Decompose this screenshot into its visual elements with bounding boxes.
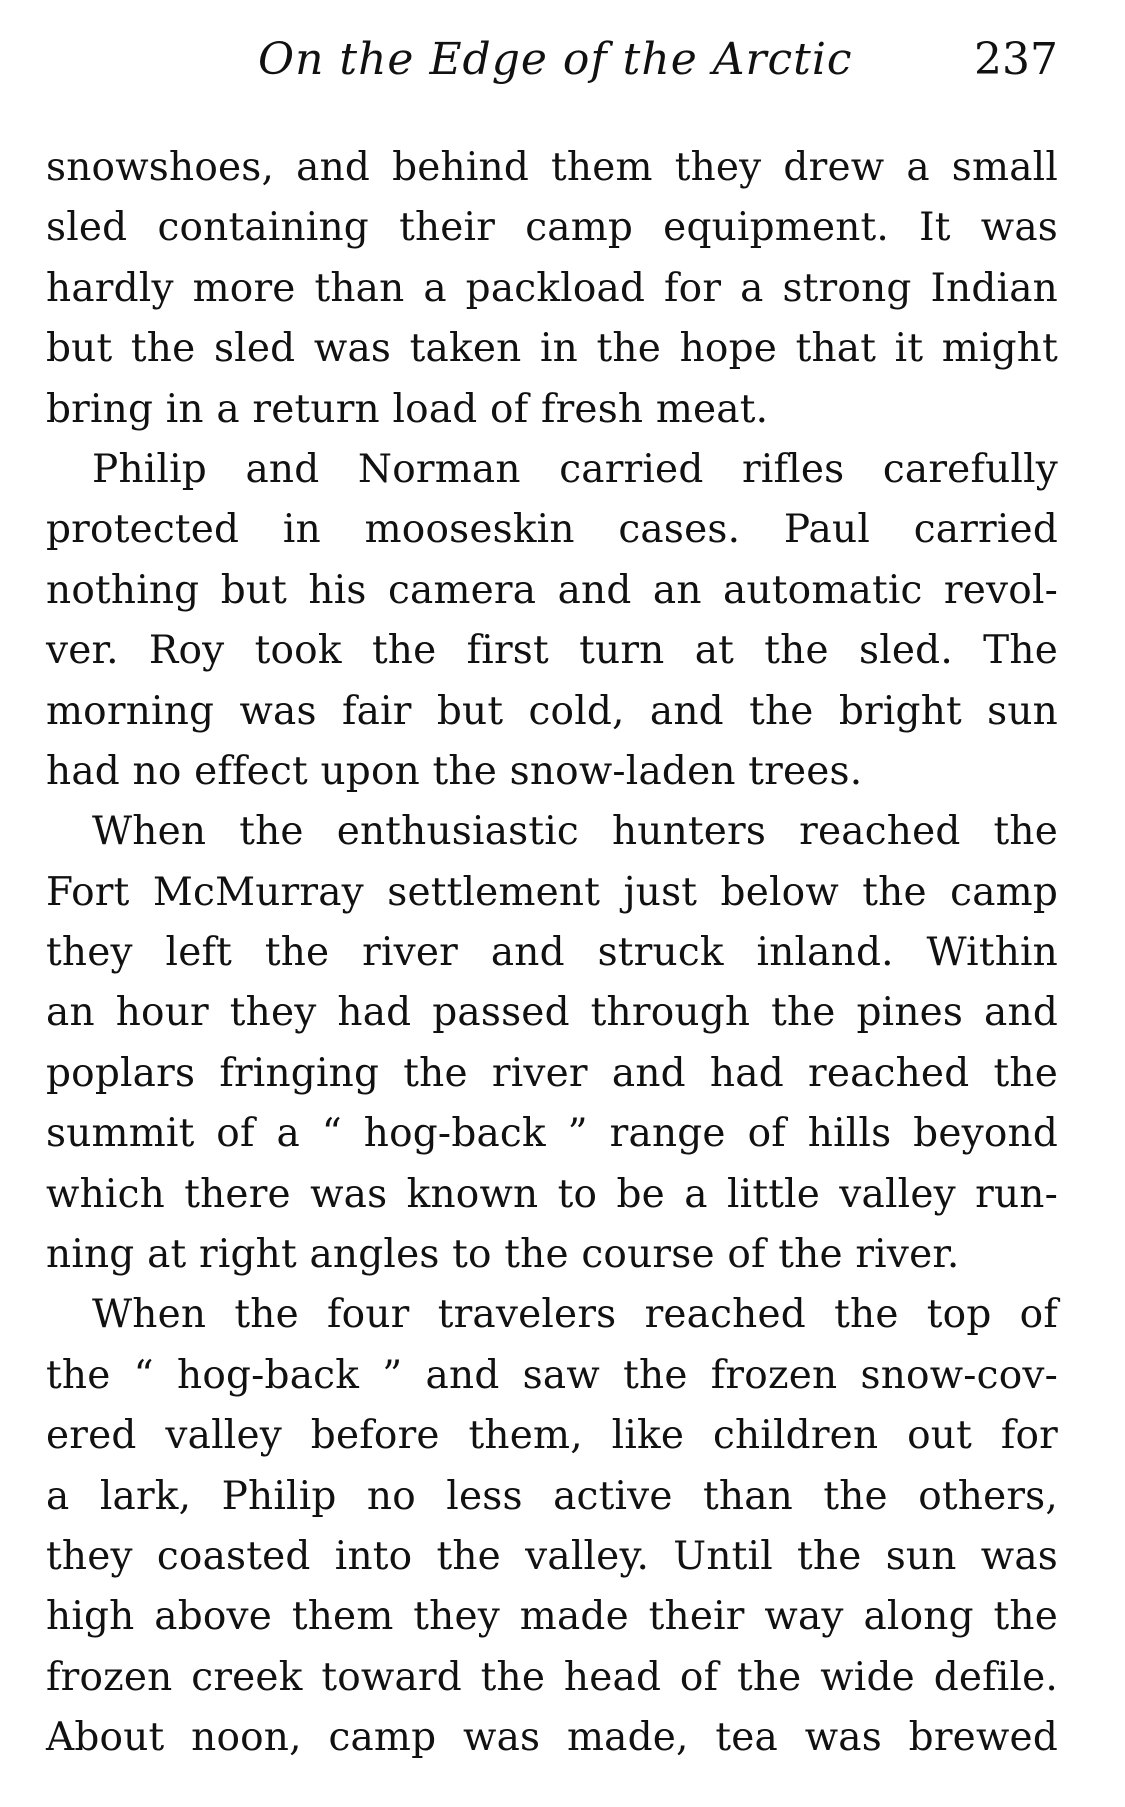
body-text: [46, 138, 1058, 1769]
text-line: nothing but his camera and an automatic revol-: [46, 567, 1058, 613]
text-line: ver. Roy took the first turn at the sled. The: [46, 628, 1058, 674]
text-line: ered valley before them, like children out for: [46, 1413, 1058, 1459]
text-line: had no effect upon the snow-laden trees.: [46, 748, 863, 794]
text-line: bring in a return load of fresh meat.: [46, 386, 769, 432]
running-title: On the Edge of the Arctic: [258, 34, 853, 85]
text-line: When the four travelers reached the top of: [92, 1292, 1058, 1338]
text-line: but the sled was taken in the hope that it might: [46, 326, 1058, 372]
text-line: they coasted into the valley. Until the sun was: [46, 1533, 1058, 1579]
text-line: Philip and Norman carried rifles carefully: [92, 446, 1058, 492]
text-line: high above them they made their way along the: [46, 1594, 1058, 1640]
page-number: 237: [974, 34, 1058, 85]
text-line: Fort McMurray settlement just below the camp: [46, 869, 1058, 915]
text-line: hardly more than a packload for a strong Indian: [46, 265, 1058, 311]
running-head: [48, 30, 1058, 90]
text-line: they left the river and struck inland. Within: [46, 930, 1058, 976]
text-line: protected in mooseskin cases. Paul carried: [46, 507, 1058, 553]
text-line: morning was fair but cold, and the bright sun: [46, 688, 1058, 734]
text-line: ning at right angles to the course of the river.: [46, 1232, 960, 1278]
text-line: the “ hog-back ” and saw the frozen snow-cov-: [46, 1352, 1058, 1398]
text-line: a lark, Philip no less active than the others,: [46, 1473, 1058, 1519]
text-line: About noon, camp was made, tea was brewed: [46, 1715, 1058, 1761]
text-line: sled containing their camp equipment. It was: [46, 205, 1058, 251]
text-line: When the enthusiastic hunters reached the: [92, 809, 1058, 855]
text-line: an hour they had passed through the pines and: [46, 990, 1058, 1036]
text-line: which there was known to be a little valley run-: [46, 1171, 1058, 1217]
text-line: summit of a “ hog-back ” range of hills beyond: [46, 1111, 1058, 1157]
text-line: frozen creek toward the head of the wide defile.: [46, 1654, 1058, 1700]
text-line: snowshoes, and behind them they drew a small: [46, 145, 1058, 190]
text-line: poplars fringing the river and had reached the: [46, 1050, 1058, 1096]
